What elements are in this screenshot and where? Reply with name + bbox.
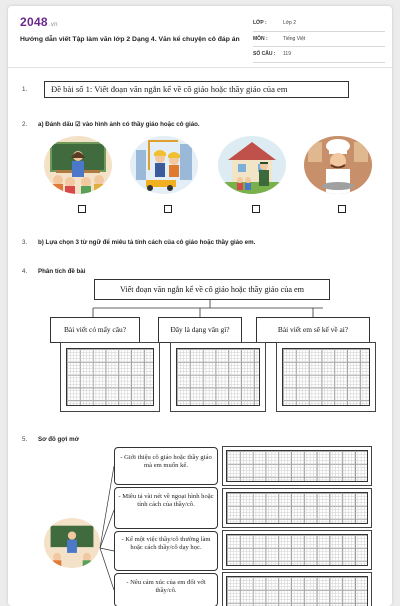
outline-grid-1[interactable] — [222, 446, 372, 486]
document-title: Hướng dẫn viết Tập làm văn lớp 2 Dạng 4. Văn kể chuyện cô đáp án — [20, 36, 240, 43]
grid-paper[interactable] — [226, 492, 368, 524]
answer-grid-3[interactable] — [276, 342, 376, 412]
grid-paper[interactable] — [176, 348, 260, 406]
logo-tld: .vn — [48, 22, 58, 28]
grid-paper[interactable] — [66, 348, 154, 406]
question-4-text: Phân tích đề bài — [38, 268, 86, 275]
outline-item-2: - Miêu tả vài nét về ngoại hình hoặc tính cách của thầy/cô. — [114, 487, 218, 529]
meta-value: 119 — [283, 51, 291, 58]
question-2-text: a) Đánh dấu ☑ vào hình ảnh có thầy giáo hoặc cô giáo. — [38, 121, 200, 128]
meta-key: SỐ CÂU : — [253, 51, 276, 58]
outline-item-4: - Nêu cảm xúc của em đối với thầy/cô. — [114, 573, 218, 606]
answer-grid-2[interactable] — [170, 342, 266, 412]
meta-value: Tiếng Việt — [283, 35, 306, 42]
grid-paper[interactable] — [226, 576, 368, 606]
analysis-question-box-2: Đây là dạng văn gì? — [158, 317, 242, 343]
analysis-question-box-3: Bài viết em sẽ kể về ai? — [256, 317, 370, 343]
logo-text: 2048 — [20, 15, 48, 29]
question-1-number: 1. — [22, 86, 28, 93]
question-5-number: 5. — [22, 436, 28, 443]
answer-grid-1[interactable] — [60, 342, 160, 412]
question-5-text: Sơ đồ gợi mở — [38, 436, 80, 443]
meta-value: Lớp 2 — [283, 20, 297, 27]
grid-paper[interactable] — [226, 534, 368, 566]
meta-key: LỚP : — [253, 20, 267, 27]
teacher-icon — [44, 518, 100, 568]
outline-grid-4[interactable] — [222, 572, 372, 606]
analysis-topic-box: Viết đoạn văn ngắn kể về cô giáo hoặc thầy giáo của em — [94, 279, 330, 300]
outline-grid-2[interactable] — [222, 488, 372, 528]
outline-item-1: - Giới thiệu cô giáo hoặc thầy giáo mà em muốn kể. — [114, 447, 218, 485]
topic-box: Đề bài số 1: Viết đoạn văn ngắn kể về cô giáo hoặc thầy giáo của em — [44, 81, 349, 98]
outline-grid-3[interactable] — [222, 530, 372, 570]
grid-paper[interactable] — [226, 450, 368, 482]
question-3-number: 3. — [22, 239, 28, 246]
meta-key: MÔN : — [253, 35, 268, 42]
worksheet-page — [8, 6, 392, 606]
analysis-question-box-1: Bài viết có mấy câu? — [50, 317, 140, 343]
question-4-number: 4. — [22, 268, 28, 275]
question-2-number: 2. — [22, 121, 28, 128]
outline-item-3: - Kể một việc thầy/cô thường làm hoặc cách thầy/cô dạy học. — [114, 531, 218, 571]
grid-paper[interactable] — [282, 348, 370, 406]
question-3-text: b) Lựa chọn 3 từ ngữ để miêu tả tính cách của cô giáo hoặc thầy giáo em. — [38, 239, 256, 246]
